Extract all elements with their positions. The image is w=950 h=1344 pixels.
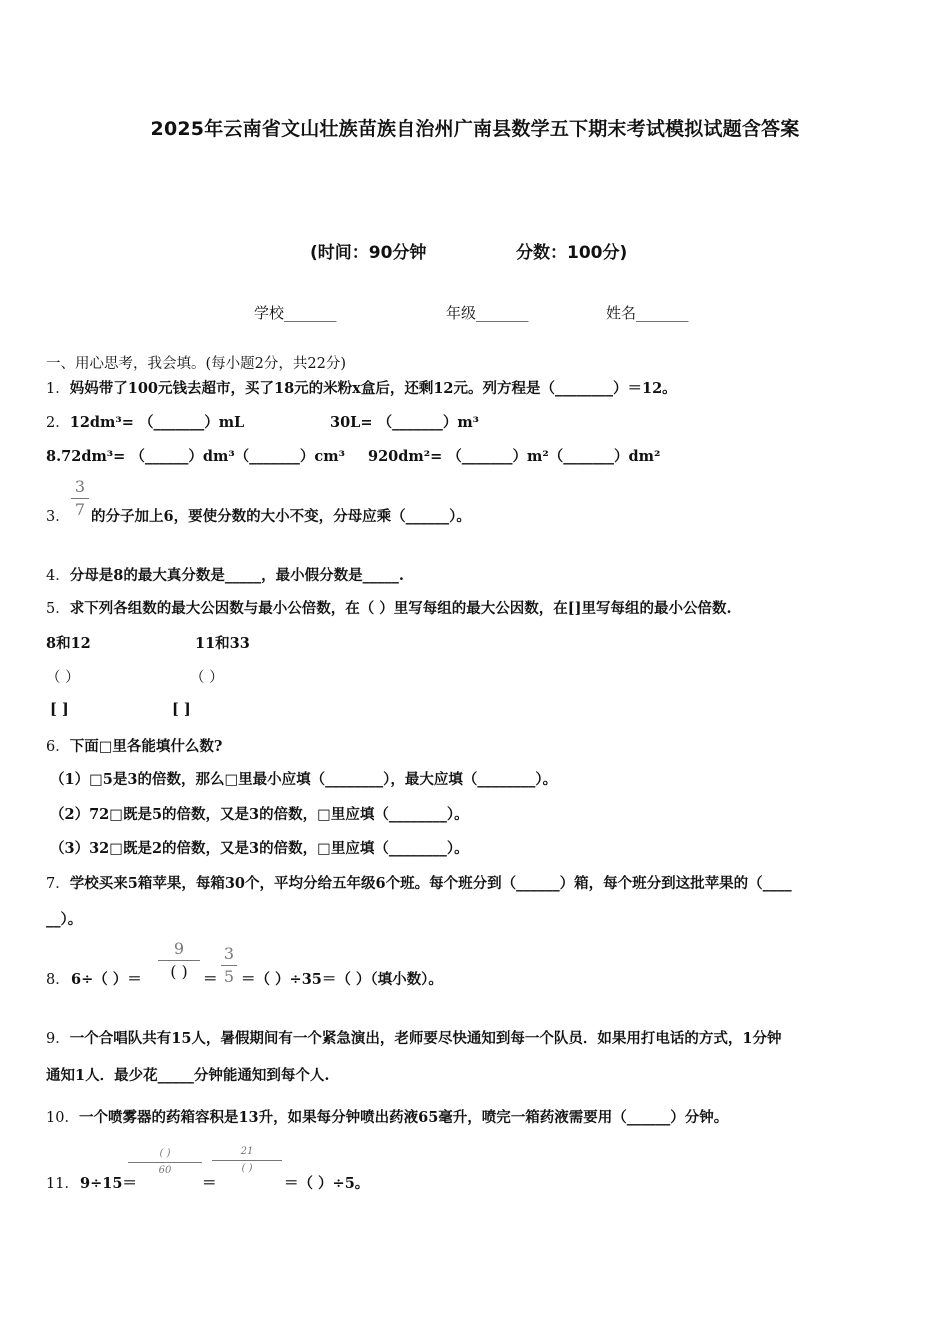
question-text: 一个喷雾器的药箱容积是13升，如果每分钟喷出药液65毫升，喷完一箱药液需要用（______）分钟。 [78,1109,729,1126]
lcm-blank-2: [ ] [172,701,191,718]
question-2 [46,411,244,432]
fraction-21-blank [212,1146,282,1175]
question-2-part-b: 30L= （_______）m³ [330,414,480,431]
question-number: 9． [46,1031,70,1047]
fraction-blank-60 [128,1148,202,1177]
equals-sign: ＝ [202,1175,217,1192]
question-6 [46,735,222,756]
fraction-numerator: ( ) [159,1148,171,1159]
equals-sign: ＝ [203,971,218,988]
question-8-post: ＝（ ）÷35＝（ ）（填小数）。 [241,971,443,988]
fraction-bar [71,498,89,499]
question-text: 一个合唱队共有15人，暑假期间有一个紧急演出，老师要尽快通知到每一个队员．如果用打电话的方式，1分钟 [69,1030,782,1047]
gcd-blank-1: （ ） [46,670,80,686]
fraction-numerator: 21 [240,1146,254,1157]
fraction-numerator: 9 [173,939,185,958]
name-field[interactable]: 姓名_______ [606,304,689,322]
exam-score: 分数：100分) [516,243,628,263]
question-11-number: 11． [46,1176,79,1192]
fraction-numerator: 3 [223,944,235,963]
question-text: 妈妈带了100元钱去超市，买了18元的米粉x盒后，还剩12元。列方程是（________）＝12。 [69,380,677,397]
question-1 [46,377,677,398]
question-2-part-d: 920dm²= （_______）m²（_______）dm² [368,448,661,465]
question-text: 学校买来5箱苹果，每箱30个，平均分给五年级6个班。每个班分到（______）箱，每个班分到这批苹果的（____ [69,875,792,892]
question-number: 2． [46,415,70,431]
question-2-part-c: 8.72dm³= （______）dm³（_______）cm³ [46,448,345,465]
grade-field[interactable]: 年级_______ [446,304,529,322]
question-8-pre: 6÷（ ）＝ [71,971,142,988]
fraction-bar [158,960,200,961]
fraction-denominator: ( ) [241,1163,253,1174]
question-text: 下面□里各能填什么数? [69,738,223,755]
group-2: 11和33 [195,635,250,652]
question-number: 5． [46,601,70,617]
question-7 [46,872,792,893]
question-6-part-1: （1）□5是3的倍数，那么□里最小应填（________），最大应填（________）。 [50,771,558,788]
fraction-denominator: 5 [223,967,235,986]
question-11-post: ＝（ ）÷5。 [284,1175,370,1192]
fraction-bar [212,1160,282,1161]
question-6-part-2: （2）72□既是5的倍数，又是3的倍数，□里应填（________）。 [50,806,469,823]
question-9-continued: 通知1人．最少花_____分钟能通知到每个人. [46,1067,330,1084]
question-number: 6． [46,739,70,755]
question-text: 求下列各组数的最大公因数与最小公倍数，在（ ）里写每组的最大公因数，在[]里写每组的最小公倍数. [69,600,732,617]
fraction-bar [128,1162,202,1163]
group-1: 8和12 [46,635,91,652]
fraction-3-5 [221,945,237,986]
question-3-text: 的分子加上6，要使分数的大小不变，分母应乘（______）。 [91,508,471,525]
question-4 [46,564,404,585]
question-10 [46,1106,728,1127]
question-3-number: 3． [46,509,70,525]
fraction-denominator: 60 [158,1165,172,1176]
question-number: 7． [46,876,70,892]
question-5 [46,597,732,618]
question-11-pre: 9÷15＝ [80,1175,137,1192]
gcd-blank-2: （ ） [190,670,224,686]
question-number: 1． [46,381,70,397]
fraction-9-blank [158,940,200,981]
fraction-3-7 [71,478,89,519]
lcm-blank-1: [ ] [50,701,69,718]
question-9 [46,1027,782,1048]
exam-time: (时间：90分钟 [310,243,427,263]
school-field[interactable]: 学校_______ [254,304,337,322]
question-8-number: 8． [46,972,70,988]
question-6-part-3: （3）32□既是2的倍数，又是3的倍数，□里应填（________）。 [50,840,469,857]
fraction-denominator: 7 [74,500,86,519]
fraction-numerator: 3 [74,477,86,496]
question-number: 4． [46,568,70,584]
question-text: 12dm³= （_______）mL [69,414,245,431]
question-7-continued: __）。 [46,911,83,928]
question-text: 分母是8的最大真分数是_____，最小假分数是_____. [69,567,404,584]
fraction-bar [221,965,237,966]
section-heading: 一、用心思考，我会填。(每小题2分，共22分) [46,356,346,372]
fraction-denominator: ( ) [170,962,188,981]
page-title: 2025年云南省文山壮族苗族自治州广南县数学五下期末考试模拟试题含答案 [150,118,800,140]
question-number: 10． [46,1110,79,1126]
